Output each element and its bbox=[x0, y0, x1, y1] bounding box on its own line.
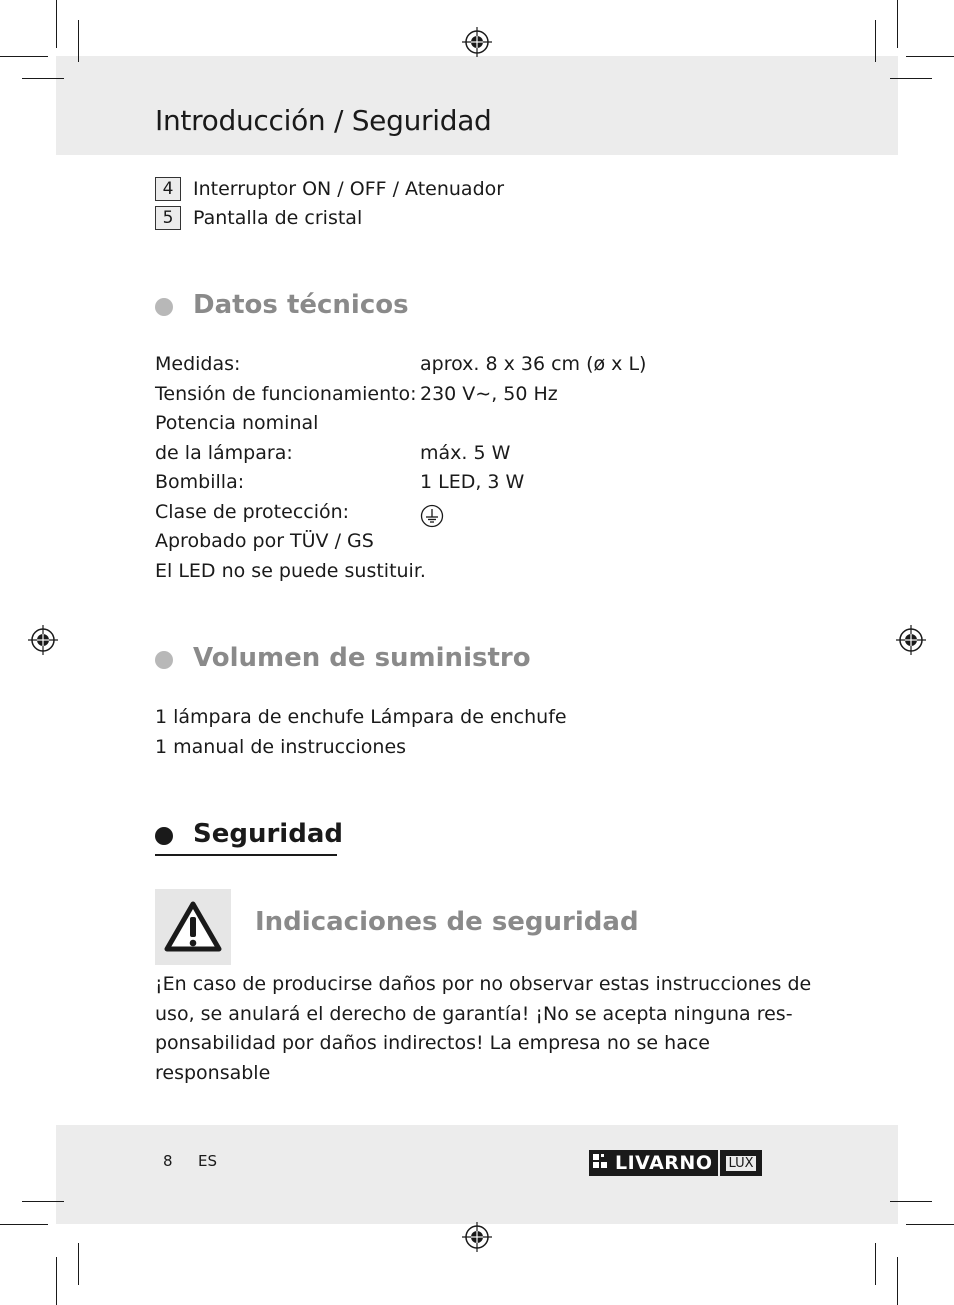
language-code: ES bbox=[198, 1152, 217, 1170]
crop-mark bbox=[906, 56, 954, 57]
tech-heading: Datos técnicos bbox=[193, 290, 409, 320]
section-bullet bbox=[155, 651, 173, 669]
safety-paragraph bbox=[155, 970, 815, 1088]
tech-row-label: Potencia nominal bbox=[155, 412, 319, 434]
safety-subheading: Indicaciones de seguridad bbox=[255, 907, 639, 937]
crop-mark bbox=[78, 20, 79, 62]
brand-suffix: LUX bbox=[728, 1155, 754, 1171]
crop-mark bbox=[22, 1201, 64, 1202]
crop-mark bbox=[875, 20, 876, 62]
protection-class-earth-icon bbox=[420, 504, 444, 528]
warning-triangle-icon bbox=[164, 901, 222, 953]
supply-item: 1 manual de instrucciones bbox=[155, 736, 407, 758]
safety-heading: Seguridad bbox=[193, 819, 343, 849]
tech-row-label: Medidas: bbox=[155, 353, 241, 375]
part-number: 5 bbox=[155, 206, 181, 230]
registration-mark-icon bbox=[462, 1222, 492, 1252]
tech-row-value: máx. 5 W bbox=[420, 442, 511, 464]
supply-heading: Volumen de suministro bbox=[193, 643, 531, 673]
footer-band bbox=[56, 1125, 898, 1224]
crop-mark bbox=[890, 1201, 932, 1202]
registration-mark-icon bbox=[462, 27, 492, 57]
crop-mark bbox=[56, 0, 57, 48]
crop-mark bbox=[897, 0, 898, 48]
tech-row-label: Aprobado por TÜV / GS bbox=[155, 530, 374, 552]
paragraph-line: ¡En caso de producirse daños por no observar estas instrucciones de bbox=[155, 973, 812, 995]
part-number: 4 bbox=[155, 177, 181, 201]
part-item bbox=[155, 206, 362, 230]
section-bullet bbox=[155, 298, 173, 316]
crop-mark bbox=[0, 1224, 48, 1225]
safety-heading-underline bbox=[155, 854, 337, 856]
crop-mark bbox=[897, 1257, 898, 1305]
brand-name: LIVARNO bbox=[615, 1152, 713, 1174]
registration-mark-icon bbox=[896, 625, 926, 655]
paragraph-line: uso, se anulará el derecho de garantía! ¡No se acepta ninguna res- bbox=[155, 1002, 793, 1025]
brand-logo-main bbox=[589, 1150, 718, 1176]
page-title: Introducción / Seguridad bbox=[155, 104, 492, 137]
crop-mark bbox=[890, 78, 932, 79]
crop-mark bbox=[0, 56, 48, 57]
crop-mark bbox=[875, 1243, 876, 1285]
crop-mark bbox=[22, 78, 64, 79]
part-label: Interruptor ON / OFF / Atenuador bbox=[193, 178, 505, 200]
paragraph-line: ponsabilidad por daños indirectos! La empresa no se hace responsable bbox=[155, 1032, 710, 1084]
supply-item: 1 lámpara de enchufe Lámpara de enchufe bbox=[155, 706, 567, 728]
tech-row-label: Tensión de funcionamiento: bbox=[155, 383, 417, 405]
tech-row-label: El LED no se puede sustituir. bbox=[155, 560, 426, 582]
tech-row-label: Clase de protección: bbox=[155, 501, 350, 523]
tech-row-value: aprox. 8 x 36 cm (ø x L) bbox=[420, 353, 647, 375]
brand-logo bbox=[589, 1150, 762, 1176]
tech-row-label: Bombilla: bbox=[155, 471, 245, 493]
crop-mark bbox=[56, 1257, 57, 1305]
part-label: Pantalla de cristal bbox=[193, 207, 363, 229]
crop-mark bbox=[906, 1224, 954, 1225]
tech-row-value: 230 V∼, 50 Hz bbox=[420, 383, 558, 405]
tech-row-label: de la lámpara: bbox=[155, 442, 293, 464]
section-bullet bbox=[155, 827, 173, 845]
brand-logo-lux bbox=[720, 1150, 761, 1176]
registration-mark-icon bbox=[28, 625, 58, 655]
crop-mark bbox=[78, 1243, 79, 1285]
page-number: 8 bbox=[163, 1152, 173, 1170]
tech-row-value: 1 LED, 3 W bbox=[420, 471, 525, 493]
warning-box bbox=[155, 889, 231, 965]
part-item bbox=[155, 177, 504, 201]
brand-mark-icon bbox=[593, 1154, 611, 1172]
